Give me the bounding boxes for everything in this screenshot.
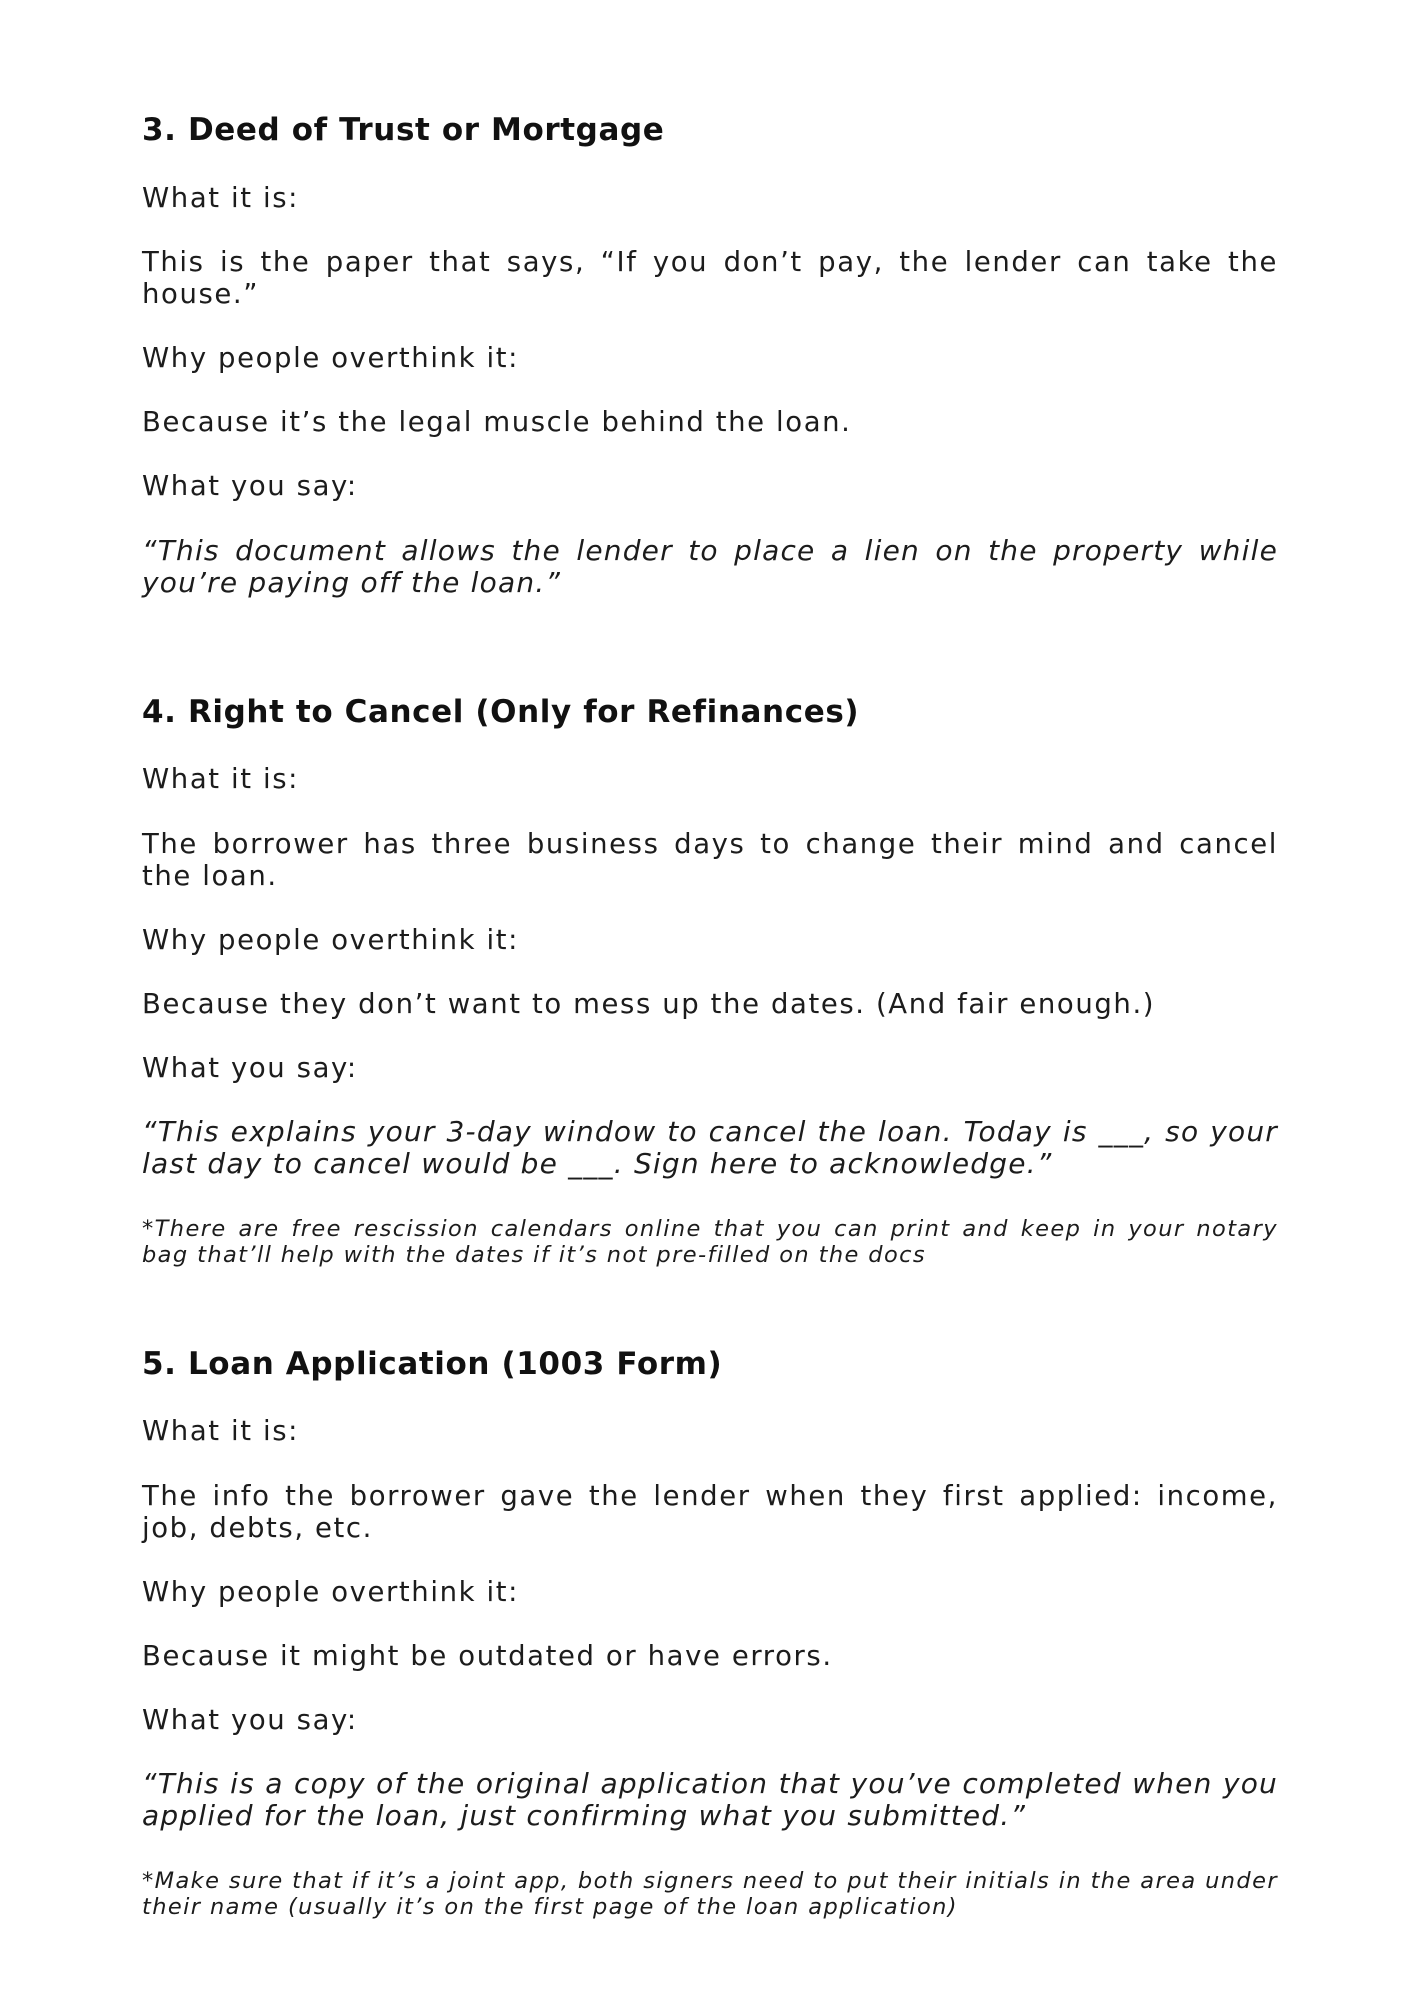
why-overthink-text: Because it might be outdated or have errors. [142,1640,833,1672]
footnote: *Make sure that if it’s a joint app, both signers need to put their initials in the area under their name (usually it’s on the first page of the loan application) [142,1868,1278,1920]
why-overthink-label: Why people overthink it: [142,342,519,374]
section-heading: 5. Loan Application (1003 Form) [142,1346,723,1382]
why-overthink-text: Because they don’t want to mess up the dates. (And fair enough.) [142,988,1156,1020]
why-overthink-label: Why people overthink it: [142,1576,519,1608]
section-heading: 4. Right to Cancel (Only for Refinances) [142,694,860,730]
why-overthink-label: Why people overthink it: [142,924,519,956]
what-it-is-text: The borrower has three business days to change their mind and cancel the loan. [142,828,1278,892]
what-you-say-quote: “This is a copy of the original application that you’ve completed when you applied for the loan, just confirming what you submitted.” [142,1767,1278,1832]
what-you-say-label: What you say: [142,1052,358,1084]
what-you-say-quote: “This explains your 3-day window to cancel the loan. Today is ___, so your last day to cancel would be ___. Sign here to acknowledge.” [142,1115,1278,1180]
what-it-is-text: The info the borrower gave the lender when they first applied: income, job, debts, etc. [142,1480,1278,1544]
what-you-say-label: What you say: [142,470,358,502]
what-it-is-label: What it is: [142,763,299,795]
footnote: *There are free rescission calendars online that you can print and keep in your notary bag that’ll help with the dates if it’s not pre-filled on the docs [142,1216,1278,1268]
why-overthink-text: Because it’s the legal muscle behind the loan. [142,406,852,438]
what-it-is-label: What it is: [142,1415,299,1447]
what-you-say-quote: “This document allows the lender to place a lien on the property while you’re paying off the loan.” [142,534,1278,599]
what-you-say-label: What you say: [142,1704,358,1736]
what-it-is-label: What it is: [142,182,299,214]
what-it-is-text: This is the paper that says, “If you don’t pay, the lender can take the house.” [142,246,1278,310]
section-heading: 3. Deed of Trust or Mortgage [142,112,665,148]
